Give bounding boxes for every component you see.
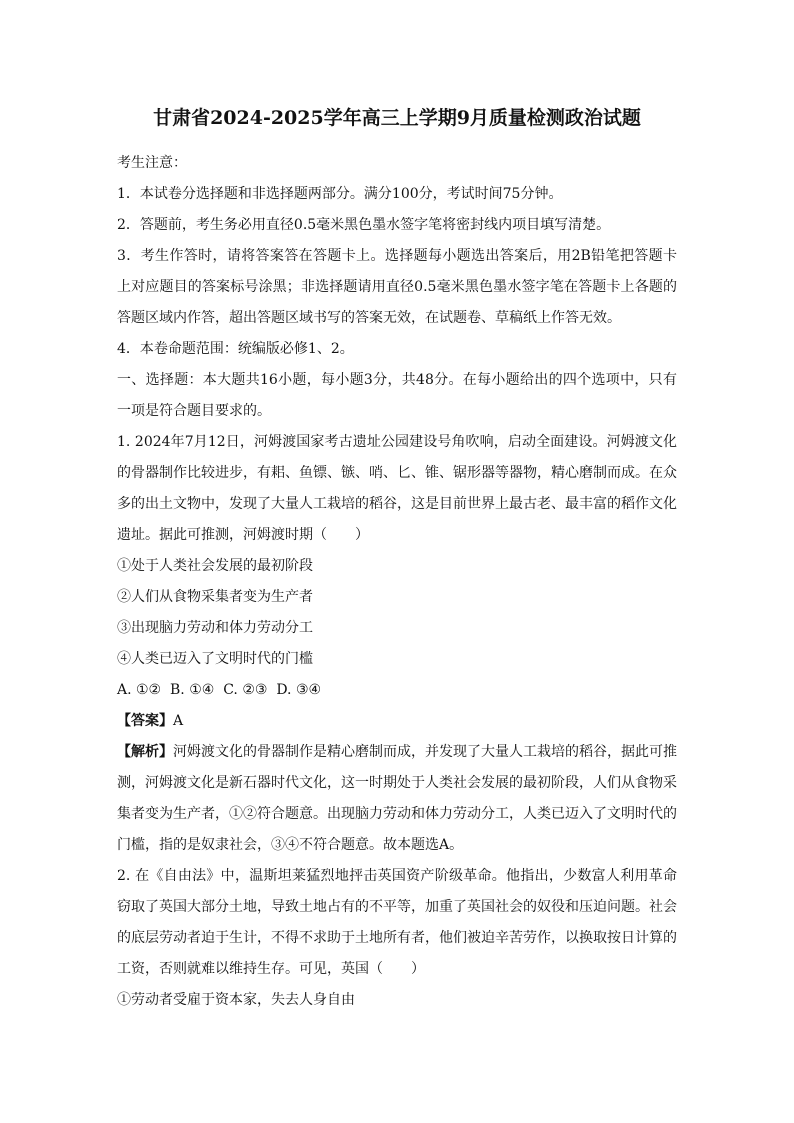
analysis-label: 【解析】 <box>117 744 173 760</box>
question-2-option-1: ①劳动者受雇于资本家，失去人身自由 <box>117 992 355 1008</box>
question-2-stem: 2. 在《自由法》中，温斯坦莱猛烈地抨击英国资产阶级革命。他指出，少数富人利用革命窃取了英国大部分土地，导致土地占有的不平等，加重了英国社会的奴役和压迫问题。社会的底层劳动者迫于生计，不得不求助于土地所有者，他们被迫辛苦劳作，以换取按日计算的工资，否则就难以维持生存。可见，英国（ ） <box>117 868 677 977</box>
question-1-analysis <box>117 737 677 861</box>
section-one-heading: 一、选择题：本大题共16小题，每小题3分，共48分。在每小题给出的四个选项中，只有一项是符合题目要求的。 <box>117 372 677 419</box>
page-title: 甘肃省2024-2025学年高三上学期9月质量检测政治试题 <box>153 107 641 129</box>
answer-label: 【答案】 <box>117 713 173 729</box>
answer-value: A <box>173 713 184 729</box>
exam-page <box>117 100 677 1016</box>
question-1-answer <box>117 706 677 737</box>
question-1-stem: 1. 2024年7月12日，河姆渡国家考古遗址公园建设号角吹响，启动全面建设。河姆渡文化的骨器制作比较进步，有耜、鱼镖、镞、哨、匕、锥、锯形器等器物，精心磨制而成。在众多的出土文物中，发现了大量人工栽培的稻谷，这是目前世界上最古老、最丰富的稻作文化遗址。据此可推测，河姆渡时期（ ） <box>117 434 677 543</box>
question-1-option-3: ③出现脑力劳动和体力劳动分工 <box>117 620 313 636</box>
notice-item-3: 3．考生作答时，请将答案答在答题卡上。选择题每小题选出答案后，用2B铅笔把答题卡上对应题目的答案标号涂黑；非选择题请用直径0.5毫米黑色墨水签字笔在答题卡上各题的答题区域内作答，超出答题区域书写的答案无效，在试题卷、草稿纸上作答无效。 <box>117 248 677 326</box>
notice-item-1: 1．本试卷分选择题和非选择题两部分。满分100分，考试时间75分钟。 <box>117 186 563 202</box>
notice-item-4: 4．本卷命题范围：统编版必修1、2。 <box>117 341 354 357</box>
question-1-choices: A. ①② B. ①④ C. ②③ D. ③④ <box>117 682 322 698</box>
question-1-option-4: ④人类已迈入了文明时代的门槛 <box>117 651 313 667</box>
analysis-text: 河姆渡文化的骨器制作是精心磨制而成，并发现了大量人工栽培的稻谷，据此可推测，河姆渡文化是新石器时代文化，这一时期处于人类社会发展的最初阶段，人们从食物采集者变为生产者，①②符合题意。出现脑力劳动和体力劳动分工，人类已迈入了文明时代的门槛，指的是奴隶社会，③④不符合题意。故本题选A。 <box>117 744 677 853</box>
question-1-option-1: ①处于人类社会发展的最初阶段 <box>117 558 313 574</box>
notice-item-2: 2．答题前，考生务必用直径0.5毫米黑色墨水签字笔将密封线内项目填写清楚。 <box>117 217 611 233</box>
notice-heading: 考生注意： <box>117 155 187 171</box>
question-1-option-2: ②人们从食物采集者变为生产者 <box>117 589 313 605</box>
